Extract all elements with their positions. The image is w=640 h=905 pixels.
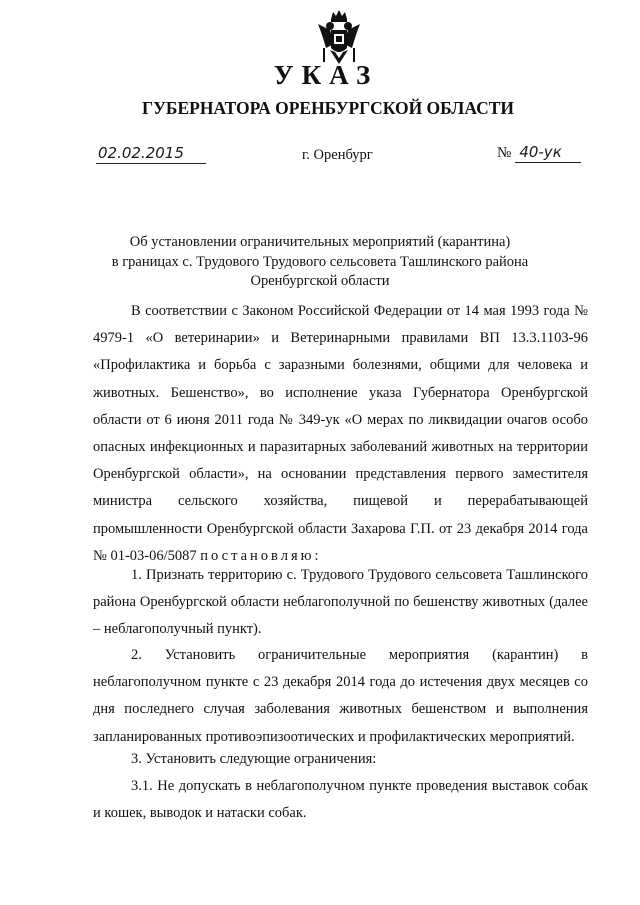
preamble-paragraph [93,298,588,570]
decree-title: УКАЗ [273,60,379,90]
item-3: 3. Установить следующие ограничения: [131,751,377,767]
item-1: 1. Признать территорию с. Трудового Трудового сельсовета Ташлинского района Оренбургской области неблагополучной по бешенству животных (далее – неблагополучный пункт). [93,567,588,638]
city: г. Оренбург [302,147,373,163]
subject-line: Оренбургской области [250,273,390,289]
decree-subject [80,233,560,292]
decree-number: 40-ук [515,142,581,163]
decree-date: 02.02.2015 [96,143,206,164]
decree-number-block [497,142,581,163]
item-3-1: 3.1. Не допускать в неблагополучном пункте проведения выставок собак и кошек, выводок и натаски собак. [93,778,588,822]
resolve-word: постановляю: [200,547,322,564]
subject-line: в границах с. Трудового Трудового сельсовета Ташлинского района [111,253,529,270]
coat-of-arms-icon [316,8,362,66]
issuing-authority: ГУБЕРНАТОРА ОРЕНБУРГСКОЙ ОБЛАСТИ [141,98,515,118]
preamble-text: В соответствии с Законом Российской Федерации от 14 мая 1993 года № 4979-1 «О ветеринарии» и Ветеринарными правилами ВП 13.3.1103-96 «Профилактика и борьба с заразными болезнями, общими для человека и животных. Бешенство», во исполнение указа Губернатора Оренбургской области от 6 июня 2011 года № 349-ук «О мерах по ликвидации очагов особо опасных инфекционных и паразитарных заболеваний животных на территории Оренбургской области», на основании представления первого заместителя министра сельского хозяйства, пищевой и перерабатывающей промышленности Оренбургской области Захарова Г.П. от 23 декабря 2014 года № 01-03-06/5087 [93,303,588,564]
number-sign: № [497,145,512,161]
item-2: 2. Установить ограничительные мероприятия (карантин) в неблагополучном пункте с 23 декабря 2014 года до истечения двух месяцев со дня последнего случая заболевания животных бешенством и выполнения запланированных противоэпизоотических и профилактических мероприятий. [93,647,588,745]
subject-line: Об установлении ограничительных мероприятий (карантина) [129,234,511,250]
